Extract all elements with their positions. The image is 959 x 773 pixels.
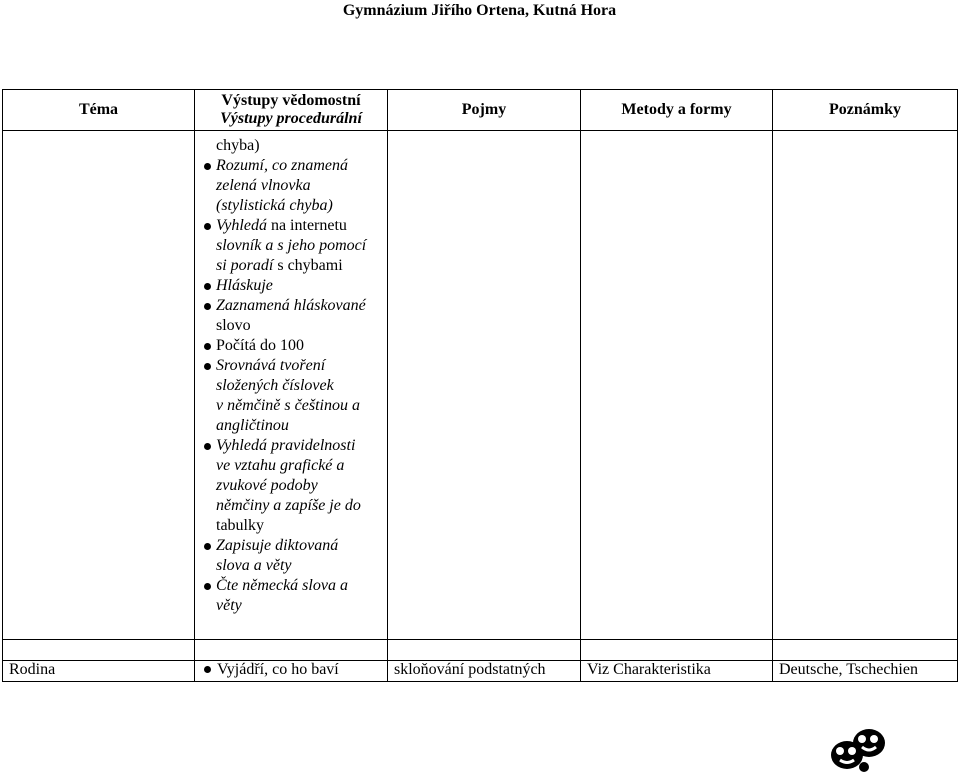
- pojmy-cell: [388, 131, 581, 640]
- rodina-poznamky-cell: Deutsche, Tschechien: [773, 661, 958, 682]
- rodina-tema-cell: Rodina: [3, 661, 195, 682]
- outcome-item-continuation: věty: [216, 597, 242, 614]
- outcome-item: Rozumí, co znamená: [203, 156, 376, 176]
- page-header: [0, 0, 959, 21]
- school-logo-icon: [829, 727, 889, 773]
- outcome-item-continuation: zvukové podoby: [216, 477, 318, 494]
- header-row: [3, 90, 958, 131]
- outcome-item: Hláskuje: [203, 276, 376, 296]
- outcome-item-continuation: angličtinou: [216, 417, 289, 434]
- column-header-pojmy: Pojmy: [388, 90, 581, 131]
- table-row-rodina: [3, 661, 958, 682]
- outcome-item: Zaznamená hláskované: [203, 296, 376, 316]
- bullet-icon: [204, 666, 211, 673]
- outcome-item: Čte německá slova a: [203, 576, 376, 596]
- outcome-item-continuation: ve vztahu grafické a: [216, 457, 345, 474]
- column-header-tema: Téma: [3, 90, 195, 131]
- outcome-item: Zapisuje diktovaná: [203, 536, 376, 556]
- outcome-item-continuation: si poradí s chybami: [216, 257, 343, 274]
- table-row-spacer: [3, 640, 958, 661]
- outcome-item-continuation: (stylistická chyba): [216, 197, 333, 214]
- metody-cell: [581, 131, 773, 640]
- column-header-poznamky: Poznámky: [773, 90, 958, 131]
- rodina-vystupy-text: Vyjádří, co ho baví: [217, 661, 339, 678]
- vystupy-vedomostni-label: Výstupy vědomostní: [221, 92, 361, 109]
- outcome-item-continuation: slova a věty: [216, 557, 292, 574]
- column-header-metody: Metody a formy: [581, 90, 773, 131]
- outcome-item: Vyhledá na internetu: [203, 216, 376, 236]
- poznamky-cell: [773, 131, 958, 640]
- outcome-item-continuation: slovo: [216, 317, 251, 334]
- outcome-item: Počítá do 100: [203, 336, 376, 356]
- table-row: [3, 131, 958, 640]
- rodina-vystupy-cell: [195, 661, 388, 682]
- rodina-metody-cell: Viz Charakteristika: [581, 661, 773, 682]
- school-name: Gymnázium Jiřího Ortena, Kutná Hora: [342, 2, 617, 19]
- outcome-item-continuation: v němčině s češtinou a: [216, 397, 360, 414]
- vystupy-proceduralni-label: Výstupy procedurální: [220, 110, 362, 127]
- outcomes-list: [195, 131, 387, 628]
- outcome-item-continuation: zelená vlnovka: [216, 177, 311, 194]
- outcome-item-continuation: tabulky: [216, 517, 264, 534]
- column-header-vystupy: [195, 90, 388, 131]
- outcome-item-continuation: chyba): [216, 137, 260, 154]
- outcome-item: Vyhledá pravidelnosti: [203, 436, 376, 456]
- outcome-item-continuation: němčiny a zapíše je do: [216, 497, 361, 514]
- outcome-item: Srovnává tvoření: [203, 356, 376, 376]
- outcome-item-continuation: složených číslovek: [216, 377, 334, 394]
- vystupy-cell: [195, 131, 388, 640]
- curriculum-table: [2, 89, 958, 682]
- rodina-pojmy-cell: skloňování podstatných: [388, 661, 581, 682]
- tema-cell: [3, 131, 195, 640]
- outcome-item-continuation: slovník a s jeho pomocí: [216, 237, 367, 254]
